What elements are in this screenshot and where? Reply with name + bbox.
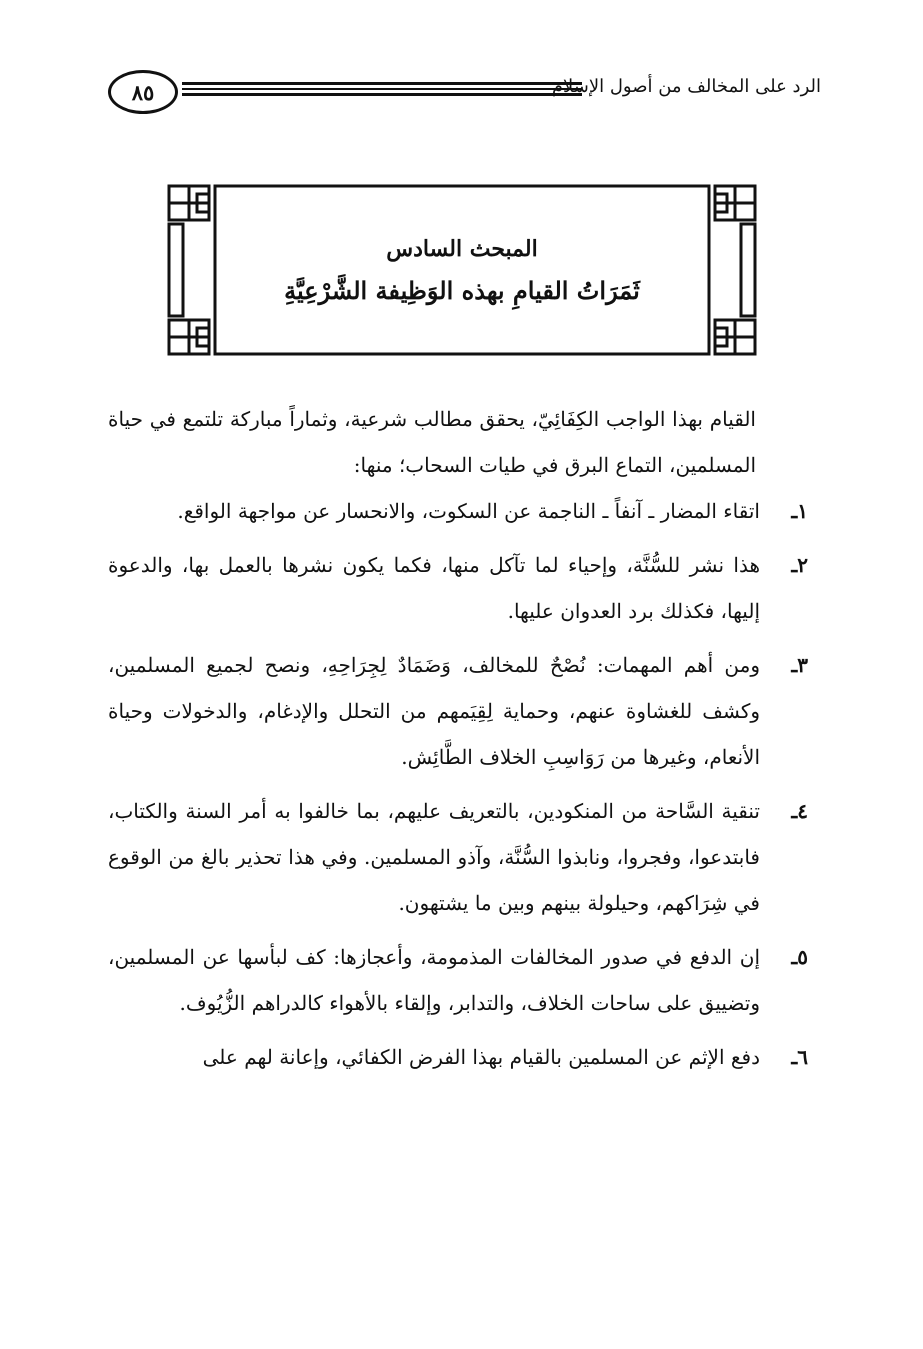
list-item <box>108 642 808 780</box>
header-rule <box>182 93 582 96</box>
list-item <box>108 788 808 926</box>
list-item-number: ١ـ <box>791 499 808 523</box>
page-number: ٨٥ <box>108 70 178 114</box>
list-item-number: ٣ـ <box>791 653 808 677</box>
list-item <box>108 1034 808 1080</box>
list-item-text: إن الدفع في صدور المخالفات المذمومة، وأعجازها: كف لبأسها عن المسلمين، وتضييق على ساحات الخلاف، والتدابر، وإلقاء بالأهواء كالدراهم الزُّيُوف. <box>108 945 760 1015</box>
list-item-number: ٢ـ <box>791 553 808 577</box>
list-item-text: ومن أهم المهمات: نُصْحٌ للمخالف، وَضَمَادٌ لِجِرَاحِهِ، ونصح لجميع المسلمين، وكشف للغشاوة عنهم، وحماية لِقِيَمهم من التحلل والإدغام، والدخولات وحياة الأنعام، وغيرها من رَوَاسِبِ الخلاف الطَّائِش. <box>108 653 760 769</box>
section-subheading: ثَمَرَاتُ القيامِ بهذه الوَظِيفة الشَّرْعِيَّةِ <box>284 275 640 305</box>
running-title: الرد على المخالف من أصول الإسلام <box>551 76 821 97</box>
list-item-number: ٦ـ <box>791 1045 808 1069</box>
page-header <box>0 0 923 130</box>
list-item <box>108 934 808 1026</box>
body-text <box>108 396 808 1088</box>
header-rule <box>182 88 582 90</box>
list-item-number: ٥ـ <box>791 945 808 969</box>
section-heading: المبحث السادس <box>386 235 538 262</box>
list-item <box>108 488 808 534</box>
list-item-text: اتقاء المضار ـ آنفاً ـ الناجمة عن السكوت، والانحسار عن مواجهة الواقع. <box>177 499 760 523</box>
header-rule <box>182 82 582 85</box>
list-item <box>108 542 808 634</box>
list-item-text: تنقية السَّاحة من المنكودين، بالتعريف عليهم، بما خالفوا به أمر السنة والكتاب، فابتدعوا، وفجروا، ونابذوا السُّنَّة، وآذو المسلمين. وفي هذا تحذير بالغ من الوقوع في شِرَاكهم، وحيلولة بينهم وبين ما يشتهون. <box>108 799 760 915</box>
section-title-frame <box>167 184 757 356</box>
list-item-number: ٤ـ <box>791 799 808 823</box>
list-item-text: دفع الإثم عن المسلمين بالقيام بهذا الفرض الكفائي، وإعانة لهم على <box>202 1045 760 1069</box>
intro-paragraph: القيام بهذا الواجب الكِفَائِيّ، يحقق مطالب شرعية، وثماراً مباركة تلتمع في حياة المسلمين، التماع البرق في طيات السحاب؛ منها: <box>108 407 756 477</box>
list-item-text: هذا نشر للسُّنَّة، وإحياء لما تآكل منها، فكما يكون نشرها بالعمل بها، والدعوة إليها، فكذلك برد العدوان عليها. <box>108 553 760 623</box>
